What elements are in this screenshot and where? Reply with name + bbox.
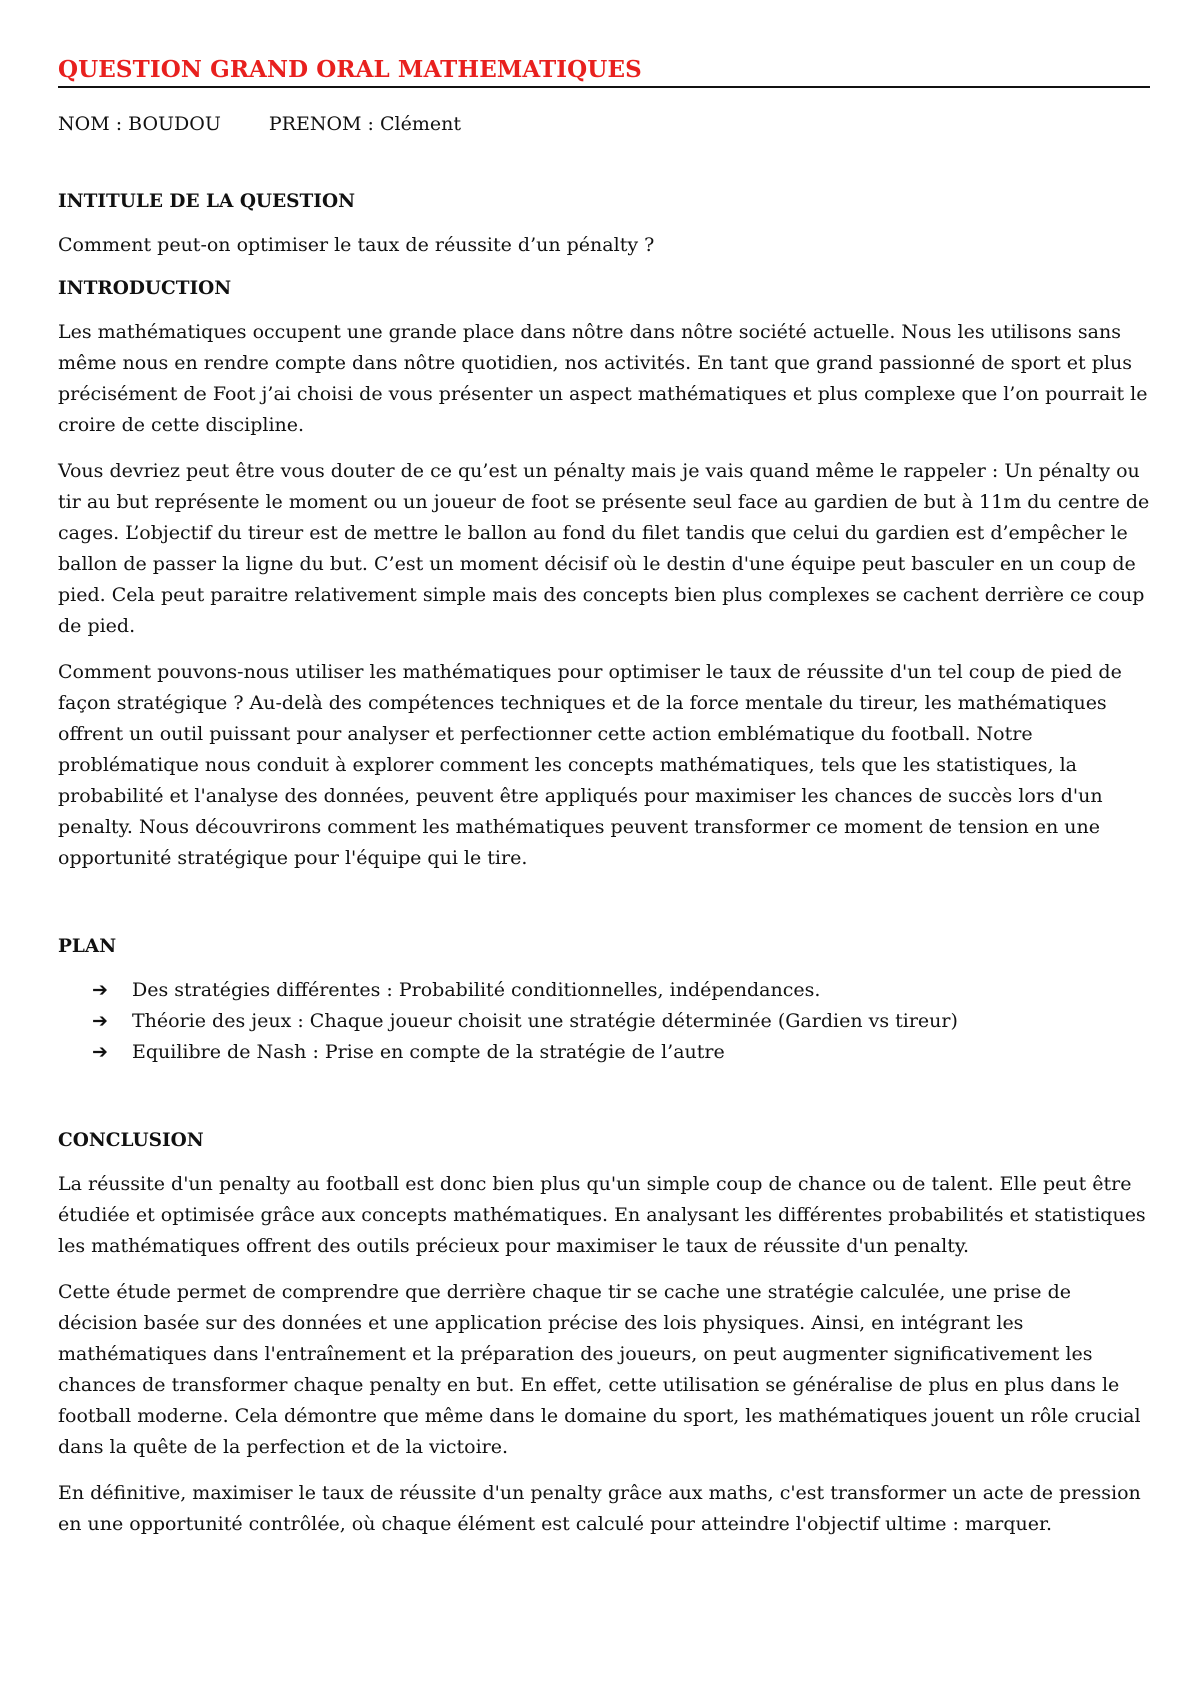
introduction-heading: INTRODUCTION <box>58 278 232 299</box>
conclusion-paragraph: La réussite d'un penalty au football est donc bien plus qu'un simple coup de chance ou de talent. Elle peut être étudiée et optimisée grâce aux concepts mathématiques. En analysant les différentes probabilités et statistiques les mathématiques offrent des outils précieux pour maximiser le taux de réussite d'un penalty. <box>58 1173 1146 1257</box>
plan-item-text: Equilibre de Nash : Prise en compte de la stratégie de l’autre <box>132 1041 725 1063</box>
document-title: QUESTION GRAND ORAL MATHEMATIQUES <box>58 56 1150 88</box>
question-heading: INTITULE DE LA QUESTION <box>58 191 355 212</box>
right-arrow-icon: ➔ <box>92 1041 108 1063</box>
plan-list <box>58 975 1150 1068</box>
introduction-paragraph: Comment pouvons-nous utiliser les mathématiques pour optimiser le taux de réussite d'un tel coup de pied de façon stratégique ? Au-delà des compétences techniques et de la force mentale du tireur, les mathématiques offrent un outil puissant pour analyser et perfectionner cette action emblématique du football. Notre problématique nous conduit à explorer comment les concepts mathématiques, tels que les statistiques, la probabilité et l'analyse des données, peuvent être appliqués pour maximiser les chances de succès lors d'un penalty. Nous découvrirons comment les mathématiques peuvent transformer ce moment de tension en une opportunité stratégique pour l'équipe qui le tire. <box>58 661 1122 869</box>
conclusion-heading: CONCLUSION <box>58 1130 204 1151</box>
plan-item-text: Des stratégies différentes : Probabilité conditionnelles, indépendances. <box>132 979 821 1001</box>
introduction-paragraph: Vous devriez peut être vous douter de ce qu’est un pénalty mais je vais quand même le rappeler : Un pénalty ou tir au but représente le moment ou un joueur de foot se présente seul face au gardien de but à 11m du centre de cages. L’objectif du tireur est de mettre le ballon au fond du filet tandis que celui du gardien est d’empêcher le ballon de passer la ligne du but. C’est un moment décisif où le destin d'une équipe peut basculer en un coup de pied. Cela peut paraitre relativement simple mais des concepts bien plus complexes se cachent derrière ce coup de pied. <box>58 460 1150 637</box>
right-arrow-icon: ➔ <box>92 979 108 1001</box>
right-arrow-icon: ➔ <box>92 1010 108 1032</box>
student-name: NOM : BOUDOU <box>58 113 221 135</box>
plan-item <box>92 975 1150 1006</box>
conclusion-paragraph: En définitive, maximiser le taux de réussite d'un penalty grâce aux maths, c'est transformer un acte de pression en une opportunité contrôlée, où chaque élément est calculé pour atteindre l'objectif ultime : marquer. <box>58 1482 1141 1535</box>
introduction-paragraph: Les mathématiques occupent une grande place dans nôtre dans nôtre société actuelle. Nous les utilisons sans même nous en rendre compte dans nôtre quotidien, nos activités. En tant que grand passionné de sport et plus précisément de Foot j’ai choisi de vous présenter un aspect mathématiques et plus complexe que l’on pourrait le croire de cette discipline. <box>58 321 1148 436</box>
plan-item-text: Théorie des jeux : Chaque joueur choisit une stratégie déterminée (Gardien vs tireur) <box>132 1010 958 1032</box>
document-page <box>58 56 1150 1540</box>
question-text: Comment peut-on optimiser le taux de réussite d’un pénalty ? <box>58 234 655 256</box>
student-firstname: PRENOM : Clément <box>268 113 461 135</box>
plan-item <box>92 1006 1150 1037</box>
plan-heading: PLAN <box>58 936 117 957</box>
plan-item <box>92 1037 1150 1068</box>
conclusion-paragraph: Cette étude permet de comprendre que derrière chaque tir se cache une stratégie calculée, une prise de décision basée sur des données et une application précise des lois physiques. Ainsi, en intégrant les mathématiques dans l'entraînement et la préparation des joueurs, on peut augmenter significativement les chances de transformer chaque penalty en but. En effet, cette utilisation se généralise de plus en plus dans le football moderne. Cela démontre que même dans le domaine du sport, les mathématiques jouent un rôle crucial dans la quête de la perfection et de la victoire. <box>58 1281 1141 1458</box>
student-identity <box>58 110 1150 138</box>
